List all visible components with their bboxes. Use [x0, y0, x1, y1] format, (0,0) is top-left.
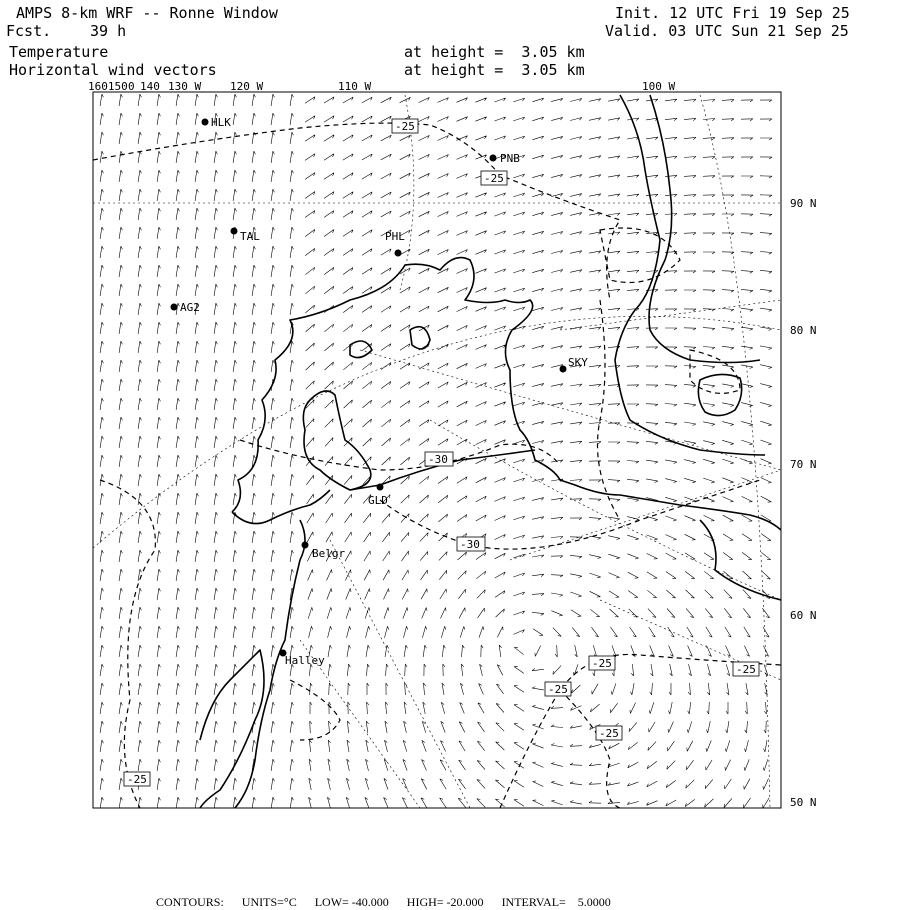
station-label-tal: TAL: [240, 230, 260, 243]
contour-label-5: [589, 656, 615, 670]
lat-label-90n: 90 N: [790, 197, 817, 210]
coast-peninsula-inner: [649, 95, 760, 363]
contour-loop-ne: [600, 228, 680, 283]
lon-label-160-150: 160150: [88, 80, 128, 93]
station-label-ag2: AG2: [180, 301, 200, 314]
lon-label-extra: 0: [128, 80, 135, 93]
contour-label-2: [481, 171, 507, 185]
contour-label-3-text: -30: [428, 453, 448, 466]
station-belgr: [302, 542, 346, 561]
meridian-b: [510, 470, 781, 560]
footer-interval: INTERVAL= 5.0000: [501, 895, 611, 909]
station-label-phl: PHL: [385, 230, 405, 243]
lat-label-50n: 50 N: [790, 796, 817, 809]
coast-antarctic-peninsula: [615, 95, 765, 455]
contour-label-5-text: -25: [592, 657, 612, 670]
station-hlk: [202, 116, 232, 129]
coast-sw-island: [200, 650, 264, 808]
coast-small-island-2: [350, 341, 372, 358]
field2-height: at height = 3.05 km: [404, 61, 585, 79]
contour-legend: [150, 880, 629, 910]
meridian-d: [430, 420, 781, 600]
contour-sw-loop: [290, 680, 340, 740]
contour-label-9: [124, 772, 150, 786]
station-ag2: [171, 301, 200, 314]
contour-label-3: [425, 452, 453, 466]
map-title: AMPS 8-km WRF -- Ronne Window: [16, 4, 278, 22]
lon-label-100w: 100 W: [642, 80, 676, 93]
contour-label-7-text: -25: [548, 683, 568, 696]
lat-label-80n: 80 N: [790, 324, 817, 337]
lat-label-70n: 70 N: [790, 458, 817, 471]
station-label-gld: GLD: [368, 494, 388, 507]
meridian-110w: [330, 540, 470, 808]
contour-label-7: [545, 682, 571, 696]
contour-minus25-east: [598, 300, 621, 520]
contour-label-1: [392, 119, 418, 133]
footer-units: UNITS=°C: [241, 895, 297, 909]
contour-minus30-center: [240, 440, 560, 470]
lon-label-130w: 130 W: [168, 80, 202, 93]
lon-label-140: 140: [140, 80, 160, 93]
station-label-belgr: Belgr: [312, 547, 346, 560]
footer-low: LOW= -40.000: [314, 895, 389, 909]
init-time: Init. 12 UTC Fri 19 Sep 25: [615, 4, 850, 22]
field1-name: Temperature: [9, 43, 109, 61]
contour-label-8: [596, 726, 622, 740]
coast-alexander-island: [698, 374, 741, 415]
contour-label-6-text: -25: [736, 663, 756, 676]
lon-label-120w: 120 W: [230, 80, 264, 93]
contour-label-8-text: -25: [599, 727, 619, 740]
station-label-pnb: PNB: [500, 152, 520, 165]
contour-label-4-text: -30: [460, 538, 480, 551]
map-frame: [93, 92, 781, 808]
contour-minus25-lower: [500, 654, 781, 808]
forecast-label: Fcst.: [6, 22, 52, 40]
coastlines: [200, 95, 781, 808]
footer-contours: CONTOURS:: [156, 895, 224, 909]
lon-label-110w: 110 W: [338, 80, 372, 93]
meridian-a: [560, 300, 781, 330]
valid-time: Valid. 03 UTC Sun 21 Sep 25: [605, 22, 849, 40]
station-label-hlk: HLK: [211, 116, 231, 129]
field1-height: at height = 3.05 km: [404, 43, 585, 61]
contour-label-6: [733, 662, 759, 676]
contour-west: [100, 480, 155, 808]
station-label-sky: SKY: [568, 356, 588, 369]
station-pnb: [490, 152, 521, 165]
station-tal: [231, 228, 261, 244]
coast-lower-right: [700, 520, 781, 600]
lat-label-60n: 60 N: [790, 609, 817, 622]
field2-name: Horizontal wind vectors: [9, 61, 217, 79]
contour-label-9-text: -25: [127, 773, 147, 786]
contour-label-2-text: -25: [484, 172, 504, 185]
contour-label-1-text: -25: [395, 120, 415, 133]
station-sky: [560, 356, 589, 373]
contour-minus25-dip: [560, 690, 620, 808]
forecast-hours: 39 h: [90, 22, 127, 40]
contour-label-4: [457, 537, 485, 551]
station-label-halley: Halley: [285, 654, 325, 667]
lat-line-80n: [93, 316, 781, 548]
footer-high: HIGH= -20.000: [406, 895, 484, 909]
coast-west-inlet: [232, 490, 330, 524]
station-phl: [385, 230, 405, 257]
contour-minus25-north: [93, 123, 620, 300]
contour-minus30-south: [380, 480, 760, 549]
graticule: [93, 95, 781, 808]
station-halley: [280, 650, 326, 668]
